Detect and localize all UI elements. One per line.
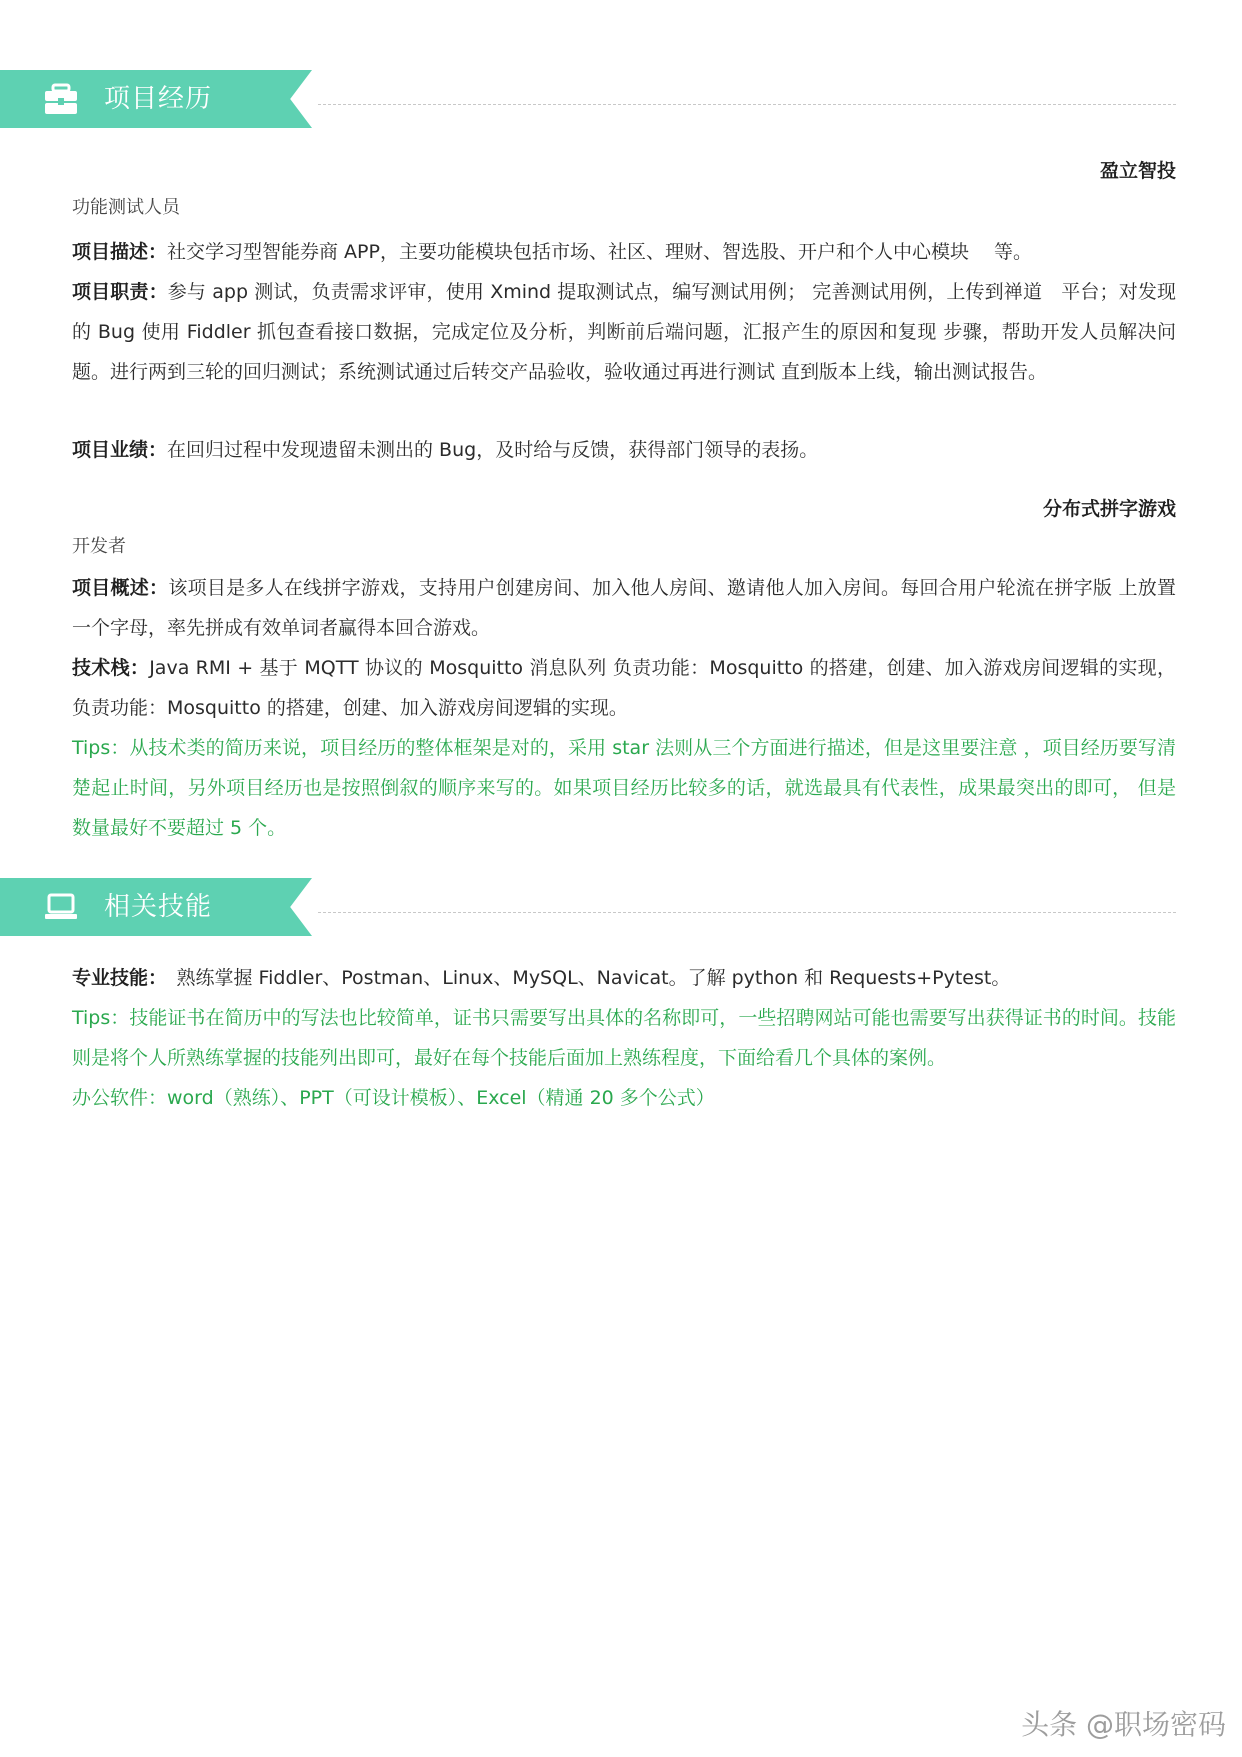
field-text: 参与 app 测试，负责需求评审，使用 Xmind 提取测试点，编写测试用例； 完善测试用例，上传到禅道 平台；对发现的 Bug 使用 Fiddler 抓包查看接口数据，完成定位及分析，判断前后端问题，汇报产生的原因和复现 步骤，帮助开发人员解决问题。进行两到三轮的回归测试；系统测试通过后转交产品验收，验收通过再进行测试 直到版本上线，输出测试报告。	[72, 281, 1176, 383]
project-stack	[72, 648, 1176, 728]
project-overview	[72, 568, 1176, 648]
skills-tip: Tips：技能证书在简历中的写法也比较简单，证书只需要写出具体的名称即可，一些招聘网站可能也需要写出获得证书的时间。技能则是将个人所熟练掌握的技能列出即可，最好在每个技能后面加上熟练程度，下面给看几个具体的案例。	[72, 1007, 1176, 1069]
field-text: 熟练掌握 Fiddler、Postman、Linux、MySQL、Navicat。了解 python 和 Requests+Pytest。	[157, 967, 1011, 989]
field-text: Java RMI + 基于 MQTT 协议的 Mosquitto 消息队列 负责功能：Mosquitto 的搭建，创建、加入游戏房间逻辑的实现，负责功能：Mosquitto 的搭建，创建、加入游戏房间逻辑的实现。	[72, 657, 1176, 719]
project-tip: Tips：从技术类的简历来说，项目经历的整体框架是对的，采用 star 法则从三个方面进行描述，但是这里要注意 ，项目经历要写清楚起止时间，另外项目经历也是按照倒叙的顺序来写的。如果项目经历比较多的话，就选最具有代表性，成果最突出的即可， 但是数量最好不要超过 5 个。	[72, 737, 1176, 839]
field-text: 该项目是多人在线拼字游戏，支持用户创建房间、加入他人房间、邀请他人加入房间。每回合用户轮流在拼字版 上放置一个字母，率先拼成有效单词者赢得本回合游戏。	[72, 577, 1176, 639]
field-label: 项目职责：	[72, 281, 168, 303]
watermark: 头条 @职场密码	[1021, 1708, 1226, 1741]
project-duty	[72, 272, 1176, 392]
field-label: 项目描述：	[72, 241, 168, 263]
laptop-icon	[44, 891, 78, 923]
field-label: 项目概述：	[72, 577, 169, 599]
field-label: 项目业绩：	[72, 439, 168, 461]
field-text: 社交学习型智能券商 APP，主要功能模块包括市场、社区、理财、智选股、开户和个人中心模块 等。	[167, 241, 1033, 263]
project-role: 功能测试人员	[72, 197, 180, 218]
project-description	[72, 232, 1176, 272]
field-label: 技术栈：	[72, 657, 150, 679]
section-title: 相关技能	[104, 892, 213, 922]
field-text: 在回归过程中发现遗留未测出的 Bug，及时给与反馈，获得部门领导的表扬。	[167, 439, 819, 461]
project-name: 盈立智投	[1099, 160, 1176, 182]
project-name: 分布式拼字游戏	[1042, 498, 1176, 520]
section-divider	[318, 104, 1176, 105]
project-role: 开发者	[72, 536, 126, 557]
section-title: 项目经历	[104, 84, 213, 114]
briefcase-icon	[44, 83, 78, 115]
section-divider	[318, 912, 1176, 913]
section-header-experience	[0, 70, 1242, 128]
project-achievement	[72, 430, 1176, 470]
office-software: 办公软件：word（熟练）、PPT（可设计模板）、Excel（精通 20 多个公式）	[72, 1087, 715, 1109]
professional-skills	[72, 958, 1176, 998]
field-label: 专业技能：	[72, 967, 158, 989]
section-header-skills	[0, 878, 1242, 936]
